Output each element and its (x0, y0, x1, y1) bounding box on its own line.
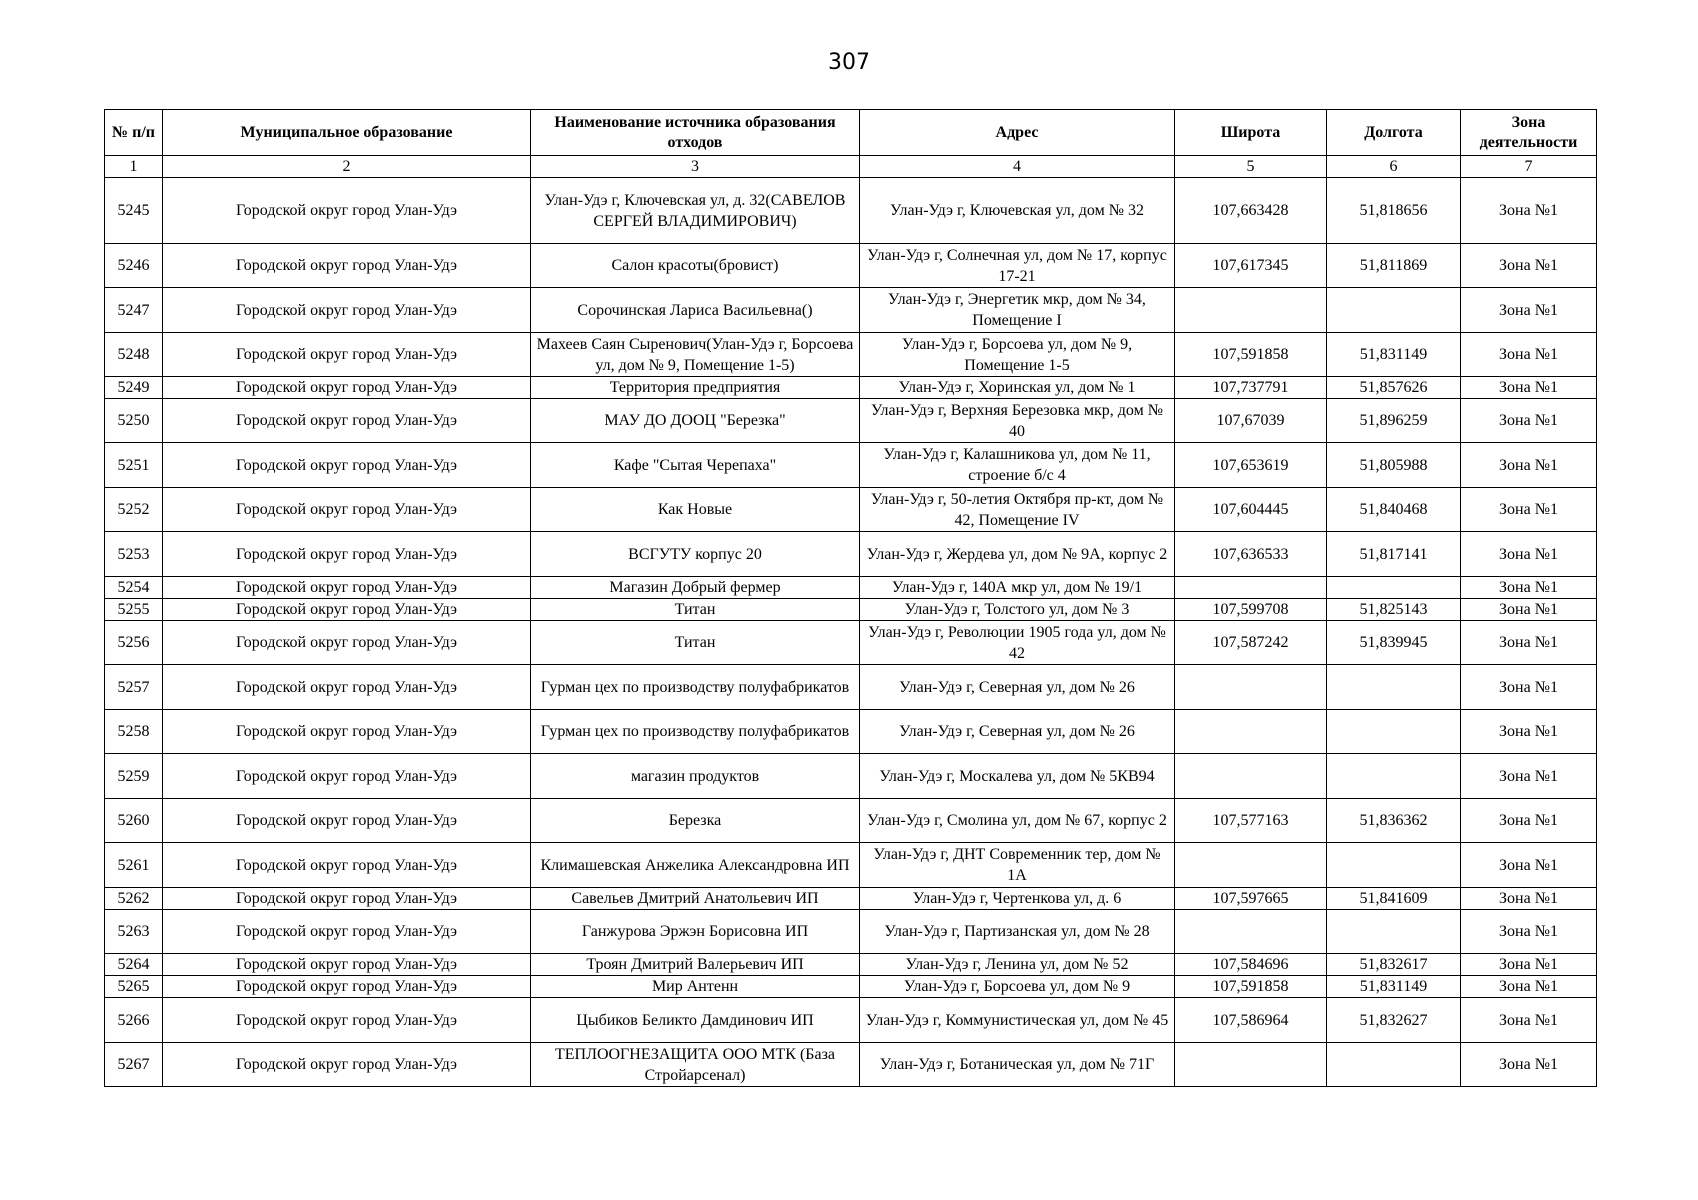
cell-source-name: магазин продуктов (531, 754, 860, 799)
cell-address: Улан-Удэ г, Партизанская ул, дом № 28 (860, 910, 1175, 954)
cell-longitude (1327, 910, 1461, 954)
cell-source-name: МАУ ДО ДООЦ "Березка" (531, 399, 860, 443)
cell-source-name: Сорочинская Лариса Васильевна() (531, 288, 860, 333)
cell-address: Улан-Удэ г, Борсоева ул, дом № 9, Помещение 1-5 (860, 333, 1175, 377)
table-row (105, 599, 1597, 621)
cell-latitude: 107,591858 (1175, 333, 1327, 377)
cell-latitude: 107,577163 (1175, 799, 1327, 843)
table-row (105, 532, 1597, 577)
table-row (105, 799, 1597, 843)
cell-source-name: Цыбиков Беликто Дамдинович ИП (531, 998, 860, 1043)
cell-address: Улан-Удэ г, Толстого ул, дом № 3 (860, 599, 1175, 621)
table-row (105, 954, 1597, 976)
cell-zone: Зона №1 (1461, 976, 1597, 998)
cell-longitude: 51,805988 (1327, 443, 1461, 488)
cell-source-name: Березка (531, 799, 860, 843)
cell-zone: Зона №1 (1461, 399, 1597, 443)
cell-municipality: Городской округ город Улан-Удэ (163, 599, 531, 621)
cell-longitude (1327, 1043, 1461, 1087)
cell-zone: Зона №1 (1461, 710, 1597, 754)
cell-address: Улан-Удэ г, Калашникова ул, дом № 11, строение б/с 4 (860, 443, 1175, 488)
table-row (105, 399, 1597, 443)
cell-longitude: 51,817141 (1327, 532, 1461, 577)
cell-number: 5263 (105, 910, 163, 954)
column-index-row (105, 156, 1597, 178)
cell-longitude: 51,832627 (1327, 998, 1461, 1043)
cell-number: 5252 (105, 488, 163, 532)
cell-source-name: Троян Дмитрий Валерьевич ИП (531, 954, 860, 976)
cell-longitude: 51,818656 (1327, 178, 1461, 244)
cell-address: Улан-Удэ г, Борсоева ул, дом № 9 (860, 976, 1175, 998)
column-index: 2 (163, 156, 531, 178)
cell-zone: Зона №1 (1461, 599, 1597, 621)
header-cell-address: Адрес (860, 110, 1175, 156)
cell-address: Улан-Удэ г, Северная ул, дом № 26 (860, 710, 1175, 754)
cell-number: 5260 (105, 799, 163, 843)
column-index: 1 (105, 156, 163, 178)
cell-zone: Зона №1 (1461, 488, 1597, 532)
cell-zone: Зона №1 (1461, 954, 1597, 976)
cell-source-name: Махеев Саян Сыренович(Улан-Удэ г, Борсоева ул, дом № 9, Помещение 1-5) (531, 333, 860, 377)
cell-address: Улан-Удэ г, Ботаническая ул, дом № 71Г (860, 1043, 1175, 1087)
cell-longitude: 51,896259 (1327, 399, 1461, 443)
cell-municipality: Городской округ город Улан-Удэ (163, 976, 531, 998)
cell-address: Улан-Удэ г, Смолина ул, дом № 67, корпус 2 (860, 799, 1175, 843)
table-row (105, 665, 1597, 710)
cell-longitude (1327, 665, 1461, 710)
cell-municipality: Городской округ город Улан-Удэ (163, 577, 531, 599)
page-number: 307 (828, 50, 870, 75)
cell-source-name: Территория предприятия (531, 377, 860, 399)
cell-number: 5266 (105, 998, 163, 1043)
cell-number: 5258 (105, 710, 163, 754)
cell-municipality: Городской округ город Улан-Удэ (163, 244, 531, 288)
cell-address: Улан-Удэ г, Жердева ул, дом № 9А, корпус 2 (860, 532, 1175, 577)
cell-address: Улан-Удэ г, Энергетик мкр, дом № 34, Помещение I (860, 288, 1175, 333)
table-row (105, 910, 1597, 954)
cell-municipality: Городской округ город Улан-Удэ (163, 754, 531, 799)
cell-longitude (1327, 843, 1461, 888)
cell-longitude: 51,836362 (1327, 799, 1461, 843)
cell-municipality: Городской округ город Улан-Удэ (163, 377, 531, 399)
cell-source-name: Как Новые (531, 488, 860, 532)
cell-zone: Зона №1 (1461, 843, 1597, 888)
table-row (105, 244, 1597, 288)
cell-latitude: 107,67039 (1175, 399, 1327, 443)
header-cell-municipality: Муниципальное образование (163, 110, 531, 156)
column-index: 6 (1327, 156, 1461, 178)
cell-municipality: Городской округ город Улан-Удэ (163, 954, 531, 976)
cell-source-name: ТЕПЛООГНЕЗАЩИТА ООО МТК (База Стройарсенал) (531, 1043, 860, 1087)
table-row (105, 710, 1597, 754)
cell-address: Улан-Удэ г, Ленина ул, дом № 52 (860, 954, 1175, 976)
cell-longitude: 51,857626 (1327, 377, 1461, 399)
table-row (105, 577, 1597, 599)
cell-address: Улан-Удэ г, Чертенкова ул, д. 6 (860, 888, 1175, 910)
cell-municipality: Городской округ город Улан-Удэ (163, 488, 531, 532)
cell-latitude (1175, 665, 1327, 710)
cell-longitude (1327, 288, 1461, 333)
cell-zone: Зона №1 (1461, 621, 1597, 665)
header-cell-zone: Зона деятельности (1461, 110, 1597, 156)
column-index: 5 (1175, 156, 1327, 178)
table-body (105, 178, 1597, 1087)
cell-number: 5264 (105, 954, 163, 976)
cell-latitude: 107,663428 (1175, 178, 1327, 244)
cell-zone: Зона №1 (1461, 799, 1597, 843)
cell-latitude: 107,636533 (1175, 532, 1327, 577)
cell-number: 5262 (105, 888, 163, 910)
cell-source-name: ВСГУТУ корпус 20 (531, 532, 860, 577)
cell-longitude (1327, 710, 1461, 754)
column-index: 7 (1461, 156, 1597, 178)
cell-latitude: 107,737791 (1175, 377, 1327, 399)
cell-latitude: 107,591858 (1175, 976, 1327, 998)
column-index: 4 (860, 156, 1175, 178)
cell-municipality: Городской округ город Улан-Удэ (163, 333, 531, 377)
cell-source-name: Гурман цех по производству полуфабрикатов (531, 665, 860, 710)
cell-zone: Зона №1 (1461, 665, 1597, 710)
cell-zone: Зона №1 (1461, 532, 1597, 577)
header-cell-latitude: Широта (1175, 110, 1327, 156)
cell-number: 5249 (105, 377, 163, 399)
cell-source-name: Салон красоты(бровист) (531, 244, 860, 288)
cell-latitude (1175, 288, 1327, 333)
cell-municipality: Городской округ город Улан-Удэ (163, 998, 531, 1043)
table-row (105, 621, 1597, 665)
table-row (105, 754, 1597, 799)
cell-latitude (1175, 1043, 1327, 1087)
cell-source-name: Титан (531, 621, 860, 665)
waste-sources-table (104, 109, 1597, 1087)
cell-address: Улан-Удэ г, Коммунистическая ул, дом № 45 (860, 998, 1175, 1043)
cell-latitude: 107,604445 (1175, 488, 1327, 532)
cell-latitude: 107,653619 (1175, 443, 1327, 488)
cell-zone: Зона №1 (1461, 288, 1597, 333)
cell-number: 5250 (105, 399, 163, 443)
cell-number: 5267 (105, 1043, 163, 1087)
cell-zone: Зона №1 (1461, 910, 1597, 954)
column-index: 3 (531, 156, 860, 178)
cell-zone: Зона №1 (1461, 754, 1597, 799)
cell-municipality: Городской округ город Улан-Удэ (163, 843, 531, 888)
cell-longitude: 51,832617 (1327, 954, 1461, 976)
cell-number: 5265 (105, 976, 163, 998)
cell-source-name: Мир Антенн (531, 976, 860, 998)
cell-latitude (1175, 910, 1327, 954)
cell-number: 5256 (105, 621, 163, 665)
cell-source-name: Улан-Удэ г, Ключевская ул, д. 32(САВЕЛОВ СЕРГЕЙ ВЛАДИМИРОВИЧ) (531, 178, 860, 244)
cell-municipality: Городской округ город Улан-Удэ (163, 288, 531, 333)
cell-latitude (1175, 754, 1327, 799)
cell-source-name: Кафе "Сытая Черепаха" (531, 443, 860, 488)
cell-number: 5251 (105, 443, 163, 488)
cell-zone: Зона №1 (1461, 998, 1597, 1043)
cell-address: Улан-Удэ г, Северная ул, дом № 26 (860, 665, 1175, 710)
table-row (105, 488, 1597, 532)
table-row (105, 377, 1597, 399)
cell-latitude: 107,587242 (1175, 621, 1327, 665)
cell-address: Улан-Удэ г, Ключевская ул, дом № 32 (860, 178, 1175, 244)
table-row (105, 178, 1597, 244)
cell-number: 5259 (105, 754, 163, 799)
cell-latitude (1175, 710, 1327, 754)
cell-municipality: Городской округ город Улан-Удэ (163, 888, 531, 910)
cell-latitude: 107,599708 (1175, 599, 1327, 621)
header-cell-longitude: Долгота (1327, 110, 1461, 156)
cell-number: 5257 (105, 665, 163, 710)
cell-address: Улан-Удэ г, Москалева ул, дом № 5КВ94 (860, 754, 1175, 799)
cell-municipality: Городской округ город Улан-Удэ (163, 799, 531, 843)
cell-latitude: 107,586964 (1175, 998, 1327, 1043)
table-row (105, 976, 1597, 998)
cell-longitude (1327, 577, 1461, 599)
cell-address: Улан-Удэ г, Хоринская ул, дом № 1 (860, 377, 1175, 399)
cell-number: 5253 (105, 532, 163, 577)
cell-number: 5248 (105, 333, 163, 377)
cell-address: Улан-Удэ г, 50-летия Октября пр-кт, дом № 42, Помещение IV (860, 488, 1175, 532)
cell-municipality: Городской округ город Улан-Удэ (163, 665, 531, 710)
table-row (105, 443, 1597, 488)
table-row (105, 843, 1597, 888)
cell-longitude: 51,811869 (1327, 244, 1461, 288)
cell-longitude: 51,831149 (1327, 333, 1461, 377)
cell-longitude: 51,825143 (1327, 599, 1461, 621)
cell-number: 5247 (105, 288, 163, 333)
cell-latitude: 107,584696 (1175, 954, 1327, 976)
header-cell-source-name: Наименование источника образования отходов (531, 110, 860, 156)
cell-source-name: Магазин Добрый фермер (531, 577, 860, 599)
table-row (105, 333, 1597, 377)
table-row (105, 888, 1597, 910)
cell-zone: Зона №1 (1461, 333, 1597, 377)
cell-address: Улан-Удэ г, Солнечная ул, дом № 17, корпус 17-21 (860, 244, 1175, 288)
cell-zone: Зона №1 (1461, 1043, 1597, 1087)
cell-address: Улан-Удэ г, ДНТ Современник тер, дом № 1А (860, 843, 1175, 888)
header-row (105, 110, 1597, 156)
cell-municipality: Городской округ город Улан-Удэ (163, 621, 531, 665)
cell-number: 5246 (105, 244, 163, 288)
cell-latitude: 107,617345 (1175, 244, 1327, 288)
table-row (105, 998, 1597, 1043)
cell-longitude (1327, 754, 1461, 799)
header-cell-number: № п/п (105, 110, 163, 156)
cell-municipality: Городской округ город Улан-Удэ (163, 910, 531, 954)
cell-source-name: Климашевская Анжелика Александровна ИП (531, 843, 860, 888)
cell-latitude (1175, 843, 1327, 888)
cell-source-name: Ганжурова Эржэн Борисовна ИП (531, 910, 860, 954)
cell-municipality: Городской округ город Улан-Удэ (163, 710, 531, 754)
cell-zone: Зона №1 (1461, 178, 1597, 244)
cell-longitude: 51,839945 (1327, 621, 1461, 665)
cell-municipality: Городской округ город Улан-Удэ (163, 178, 531, 244)
cell-longitude: 51,831149 (1327, 976, 1461, 998)
cell-address: Улан-Удэ г, Революции 1905 года ул, дом № 42 (860, 621, 1175, 665)
cell-address: Улан-Удэ г, 140А мкр ул, дом № 19/1 (860, 577, 1175, 599)
cell-latitude: 107,597665 (1175, 888, 1327, 910)
cell-source-name: Титан (531, 599, 860, 621)
cell-municipality: Городской округ город Улан-Удэ (163, 532, 531, 577)
cell-zone: Зона №1 (1461, 888, 1597, 910)
cell-number: 5255 (105, 599, 163, 621)
cell-zone: Зона №1 (1461, 377, 1597, 399)
cell-number: 5254 (105, 577, 163, 599)
cell-number: 5261 (105, 843, 163, 888)
cell-zone: Зона №1 (1461, 577, 1597, 599)
cell-source-name: Гурман цех по производству полуфабрикатов (531, 710, 860, 754)
cell-longitude: 51,840468 (1327, 488, 1461, 532)
cell-longitude: 51,841609 (1327, 888, 1461, 910)
table-row (105, 288, 1597, 333)
cell-source-name: Савельев Дмитрий Анатольевич ИП (531, 888, 860, 910)
cell-zone: Зона №1 (1461, 443, 1597, 488)
cell-zone: Зона №1 (1461, 244, 1597, 288)
table-row (105, 1043, 1597, 1087)
cell-municipality: Городской округ город Улан-Удэ (163, 1043, 531, 1087)
cell-number: 5245 (105, 178, 163, 244)
cell-latitude (1175, 577, 1327, 599)
cell-municipality: Городской округ город Улан-Удэ (163, 443, 531, 488)
cell-municipality: Городской округ город Улан-Удэ (163, 399, 531, 443)
cell-address: Улан-Удэ г, Верхняя Березовка мкр, дом № 40 (860, 399, 1175, 443)
